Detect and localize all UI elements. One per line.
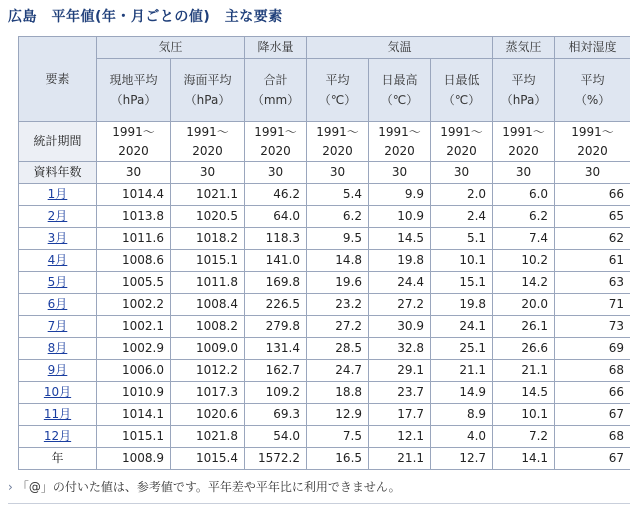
value-cell: 10.9 (369, 206, 431, 228)
value-cell: 26.1 (493, 316, 555, 338)
value-cell: 17.7 (369, 404, 431, 426)
value-cell: 7.4 (493, 228, 555, 250)
value-cell: 118.3 (245, 228, 307, 250)
value-cell: 14.5 (493, 382, 555, 404)
group-precipitation: 降水量 (245, 37, 307, 59)
value-cell: 9.5 (307, 228, 369, 250)
month-cell (19, 272, 97, 294)
value-cell: 7.2 (493, 426, 555, 448)
period-end: 2020 (322, 143, 353, 158)
annual-value-cell: 67 (555, 448, 630, 470)
value-cell: 141.0 (245, 250, 307, 272)
value-cell: 1008.6 (97, 250, 171, 272)
value-cell: 71 (555, 294, 630, 316)
period-end: 2020 (260, 143, 291, 158)
period-cell (97, 122, 171, 162)
value-cell: 69 (555, 338, 630, 360)
month-link[interactable]: 9月 (47, 363, 68, 377)
value-cell: 6.2 (493, 206, 555, 228)
month-link[interactable]: 3月 (47, 231, 68, 245)
value-cell: 1008.2 (171, 316, 245, 338)
annual-value-cell: 16.5 (307, 448, 369, 470)
value-cell: 131.4 (245, 338, 307, 360)
month-link[interactable]: 7月 (47, 319, 68, 333)
value-cell: 1005.5 (97, 272, 171, 294)
value-cell: 6.2 (307, 206, 369, 228)
annual-value-cell: 12.7 (431, 448, 493, 470)
period-end: 2020 (508, 143, 539, 158)
group-vapor-pressure: 蒸気圧 (493, 37, 555, 59)
column-name: 現地平均 (109, 73, 158, 87)
group-temperature: 気温 (307, 37, 493, 59)
period-cell (555, 122, 630, 162)
table-row (19, 250, 630, 272)
column-header-5 (431, 59, 493, 122)
table-row (19, 426, 630, 448)
value-cell: 24.1 (431, 316, 493, 338)
years-cell: 30 (493, 162, 555, 184)
value-cell: 24.4 (369, 272, 431, 294)
value-cell: 8.9 (431, 404, 493, 426)
column-unit: （mm） (251, 93, 300, 107)
column-unit: （hPa） (184, 93, 231, 107)
value-cell: 14.2 (493, 272, 555, 294)
value-cell: 1015.1 (97, 426, 171, 448)
table-row (19, 360, 630, 382)
value-cell: 68 (555, 426, 630, 448)
table-row (19, 184, 630, 206)
value-cell: 54.0 (245, 426, 307, 448)
years-cell: 30 (171, 162, 245, 184)
value-cell: 279.8 (245, 316, 307, 338)
month-link[interactable]: 8月 (47, 341, 68, 355)
value-cell: 1013.8 (97, 206, 171, 228)
value-cell: 1021.8 (171, 426, 245, 448)
reference-note (8, 478, 401, 495)
value-cell: 14.9 (431, 382, 493, 404)
column-header-1 (171, 59, 245, 122)
period-cell (245, 122, 307, 162)
value-cell: 66 (555, 382, 630, 404)
value-cell: 18.8 (307, 382, 369, 404)
column-unit: （℃） (318, 93, 357, 107)
column-unit: （hPa） (500, 93, 547, 107)
month-link[interactable]: 10月 (43, 385, 72, 399)
value-cell: 10.2 (493, 250, 555, 272)
value-cell: 14.8 (307, 250, 369, 272)
column-header-0 (97, 59, 171, 122)
note-text: 「@」の付いた値は、参考値です。平年差や平年比に利用できません。 (16, 480, 401, 494)
annual-value-cell: 1015.4 (171, 448, 245, 470)
period-start: 1991～ (186, 124, 229, 139)
period-cell (307, 122, 369, 162)
annual-value-cell: 14.1 (493, 448, 555, 470)
years-cell: 30 (369, 162, 431, 184)
value-cell: 27.2 (369, 294, 431, 316)
value-cell: 12.1 (369, 426, 431, 448)
column-name: 合計 (263, 73, 288, 87)
value-cell: 19.6 (307, 272, 369, 294)
period-end: 2020 (384, 143, 415, 158)
value-cell: 24.7 (307, 360, 369, 382)
value-cell: 19.8 (431, 294, 493, 316)
years-label: 資料年数 (19, 162, 97, 184)
page-title: 広島 平年値(年・月ごとの値) 主な要素 (8, 9, 283, 25)
value-cell: 68 (555, 360, 630, 382)
value-cell: 25.1 (431, 338, 493, 360)
value-cell: 69.3 (245, 404, 307, 426)
value-cell: 73 (555, 316, 630, 338)
value-cell: 6.0 (493, 184, 555, 206)
table-row (19, 404, 630, 426)
value-cell: 21.1 (493, 360, 555, 382)
month-link[interactable]: 12月 (43, 429, 72, 443)
value-cell: 1009.0 (171, 338, 245, 360)
value-cell: 1008.4 (171, 294, 245, 316)
month-cell (19, 206, 97, 228)
month-cell (19, 250, 97, 272)
month-cell (19, 404, 97, 426)
value-cell: 2.0 (431, 184, 493, 206)
value-cell: 10.1 (493, 404, 555, 426)
month-cell (19, 316, 97, 338)
column-header-7 (555, 59, 630, 122)
value-cell: 1020.5 (171, 206, 245, 228)
value-cell: 1002.9 (97, 338, 171, 360)
value-cell: 21.1 (431, 360, 493, 382)
value-cell: 1017.3 (171, 382, 245, 404)
value-cell: 28.5 (307, 338, 369, 360)
period-start: 1991～ (112, 124, 155, 139)
month-cell (19, 228, 97, 250)
month-link[interactable]: 2月 (47, 209, 68, 223)
period-start: 1991～ (316, 124, 359, 139)
value-cell: 12.9 (307, 404, 369, 426)
value-cell: 1021.1 (171, 184, 245, 206)
month-cell (19, 382, 97, 404)
period-end: 2020 (192, 143, 223, 158)
column-name: 海面平均 (183, 73, 232, 87)
value-cell: 2.4 (431, 206, 493, 228)
table-row (19, 316, 630, 338)
column-name: 日最低 (443, 73, 480, 87)
value-cell: 64.0 (245, 206, 307, 228)
period-cell (431, 122, 493, 162)
value-cell: 63 (555, 272, 630, 294)
period-cell (171, 122, 245, 162)
value-cell: 5.1 (431, 228, 493, 250)
column-unit: （℃） (380, 93, 419, 107)
value-cell: 10.1 (431, 250, 493, 272)
column-unit: （%） (574, 93, 611, 107)
column-name: 日最高 (381, 73, 418, 87)
value-cell: 20.0 (493, 294, 555, 316)
value-cell: 4.0 (431, 426, 493, 448)
value-cell: 26.6 (493, 338, 555, 360)
value-cell: 27.2 (307, 316, 369, 338)
years-cell: 30 (307, 162, 369, 184)
table-row (19, 338, 630, 360)
group-relative-humidity: 相対湿度 (555, 37, 630, 59)
value-cell: 65 (555, 206, 630, 228)
normals-table-wrapper (18, 36, 630, 470)
period-end: 2020 (446, 143, 477, 158)
value-cell: 1011.6 (97, 228, 171, 250)
column-unit: （hPa） (110, 93, 157, 107)
value-cell: 1012.2 (171, 360, 245, 382)
value-cell: 7.5 (307, 426, 369, 448)
value-cell: 23.7 (369, 382, 431, 404)
period-end: 2020 (577, 143, 608, 158)
value-cell: 162.7 (245, 360, 307, 382)
month-cell (19, 338, 97, 360)
period-start: 1991～ (502, 124, 545, 139)
value-cell: 66 (555, 184, 630, 206)
month-cell (19, 426, 97, 448)
years-cell: 30 (555, 162, 630, 184)
period-start: 1991～ (254, 124, 297, 139)
month-link[interactable]: 11月 (43, 407, 72, 421)
value-cell: 67 (555, 404, 630, 426)
month-cell (19, 184, 97, 206)
value-cell: 1020.6 (171, 404, 245, 426)
table-row (19, 294, 630, 316)
value-cell: 1015.1 (171, 250, 245, 272)
group-pressure: 気圧 (97, 37, 245, 59)
element-header: 要素 (19, 37, 97, 122)
period-cell (493, 122, 555, 162)
years-cell: 30 (245, 162, 307, 184)
value-cell: 1002.2 (97, 294, 171, 316)
month-link[interactable]: 1月 (47, 187, 68, 201)
month-cell (19, 294, 97, 316)
divider (8, 503, 630, 504)
table-row (19, 272, 630, 294)
value-cell: 19.8 (369, 250, 431, 272)
value-cell: 15.1 (431, 272, 493, 294)
column-name: 平均 (325, 73, 350, 87)
value-cell: 1018.2 (171, 228, 245, 250)
value-cell: 1002.1 (97, 316, 171, 338)
value-cell: 61 (555, 250, 630, 272)
column-header-3 (307, 59, 369, 122)
column-name: 平均 (511, 73, 536, 87)
period-label: 統計期間 (19, 122, 97, 162)
value-cell: 1006.0 (97, 360, 171, 382)
value-cell: 32.8 (369, 338, 431, 360)
value-cell: 1014.4 (97, 184, 171, 206)
month-link[interactable]: 5月 (47, 275, 68, 289)
value-cell: 9.9 (369, 184, 431, 206)
annual-row (19, 448, 630, 470)
years-cell: 30 (431, 162, 493, 184)
value-cell: 1010.9 (97, 382, 171, 404)
column-unit: （℃） (442, 93, 481, 107)
annual-label: 年 (19, 448, 97, 470)
value-cell: 5.4 (307, 184, 369, 206)
value-cell: 1014.1 (97, 404, 171, 426)
table-row (19, 382, 630, 404)
value-cell: 109.2 (245, 382, 307, 404)
annual-value-cell: 21.1 (369, 448, 431, 470)
period-cell (369, 122, 431, 162)
value-cell: 1011.8 (171, 272, 245, 294)
annual-value-cell: 1572.2 (245, 448, 307, 470)
table-row (19, 228, 630, 250)
years-cell: 30 (97, 162, 171, 184)
value-cell: 169.8 (245, 272, 307, 294)
value-cell: 23.2 (307, 294, 369, 316)
month-cell (19, 360, 97, 382)
month-link[interactable]: 4月 (47, 253, 68, 267)
period-start: 1991～ (440, 124, 483, 139)
value-cell: 226.5 (245, 294, 307, 316)
bullet-arrow-icon: › (8, 480, 13, 494)
period-start: 1991～ (571, 124, 614, 139)
table-row (19, 206, 630, 228)
value-cell: 29.1 (369, 360, 431, 382)
value-cell: 46.2 (245, 184, 307, 206)
value-cell: 62 (555, 228, 630, 250)
period-end: 2020 (118, 143, 149, 158)
column-header-6 (493, 59, 555, 122)
annual-value-cell: 1008.9 (97, 448, 171, 470)
column-name: 平均 (580, 73, 605, 87)
month-link[interactable]: 6月 (47, 297, 68, 311)
normals-table (18, 36, 630, 470)
value-cell: 30.9 (369, 316, 431, 338)
column-header-4 (369, 59, 431, 122)
column-header-2 (245, 59, 307, 122)
period-start: 1991～ (378, 124, 421, 139)
value-cell: 14.5 (369, 228, 431, 250)
